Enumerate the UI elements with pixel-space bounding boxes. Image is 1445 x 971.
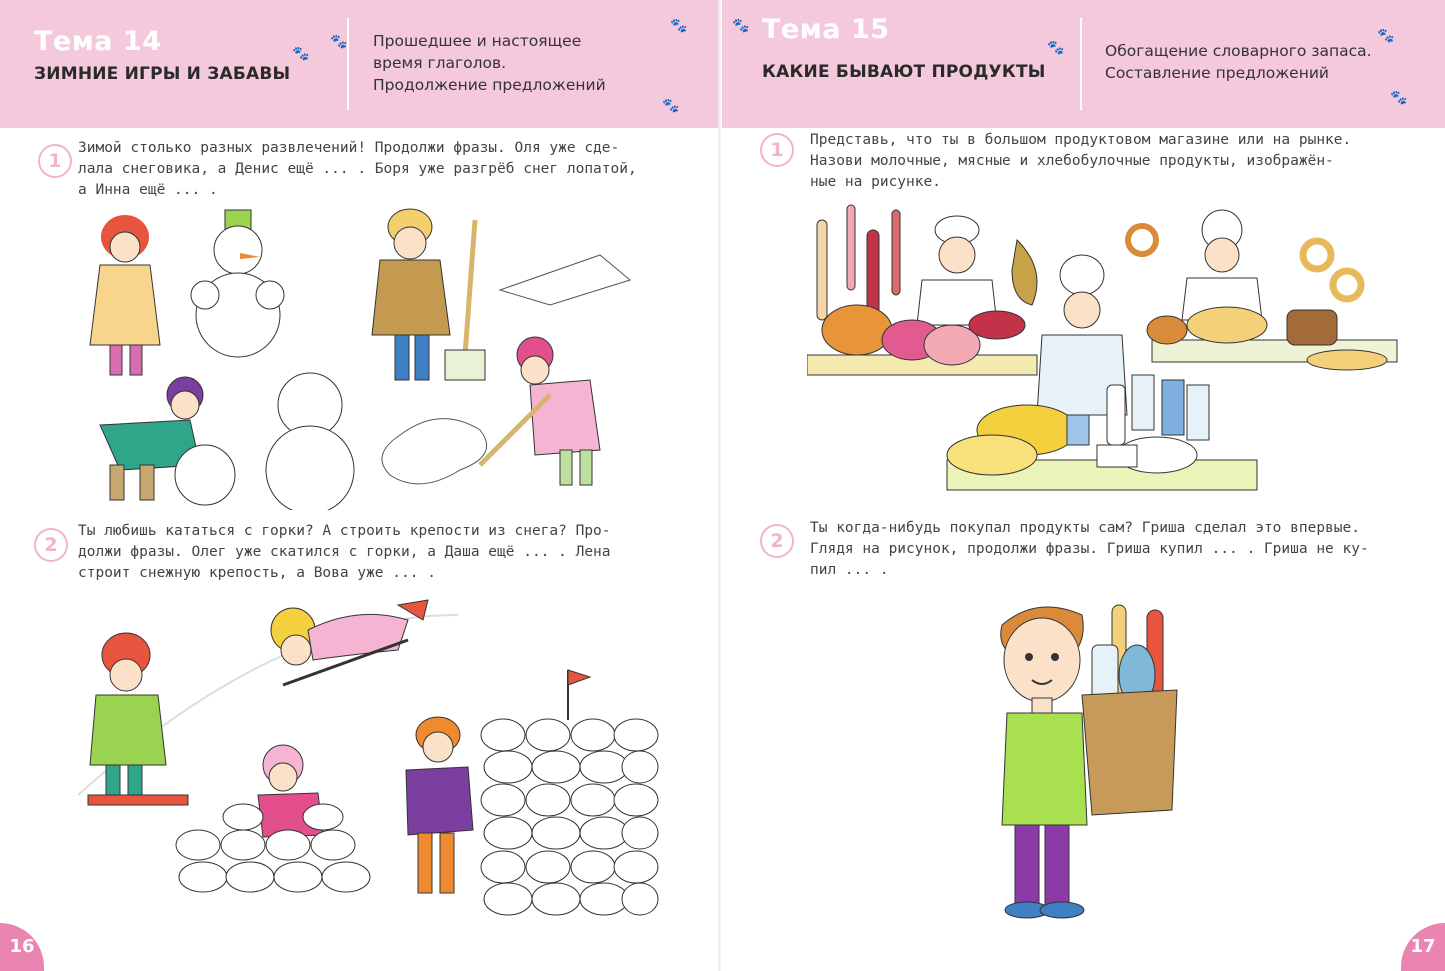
task-number-badge: 2 — [34, 528, 68, 562]
theme-number: Тема 14 — [34, 26, 162, 57]
task-2-text: Ты когда-нибудь покупал продукты сам? Гриша сделал это впервые. Глядя на рисунок, продолжи фразы. Гриша купил ... . Гриша не ку- пил ... . — [810, 520, 1369, 578]
paw-icon: 🐾 — [330, 34, 348, 50]
snowman-base-icon — [266, 373, 354, 510]
paw-icon: 🐾 — [732, 18, 750, 34]
girl-sledding-figure — [271, 600, 428, 685]
header-divider — [1080, 18, 1082, 110]
task-2-text: Ты любишь кататься с горки? А строить крепости из снега? Про- должи фразы. Олег уже скатился с горки, а Даша ещё ... . Лена строит снежную крепость, а Вова уже ... . — [78, 523, 611, 581]
paw-icon: 🐾 — [670, 18, 688, 34]
right-header — [722, 0, 1445, 128]
paw-icon: 🐾 — [662, 98, 680, 114]
grocery-bag-icon — [1082, 605, 1177, 815]
task-number-badge: 1 — [38, 144, 72, 178]
sledding-snow-fort-illustration — [78, 595, 678, 920]
theme-title: ЗИМНИЕ ИГРЫ И ЗАБАВЫ — [34, 64, 291, 84]
paw-icon: 🐾 — [1390, 90, 1408, 106]
task-number-badge: 1 — [760, 133, 794, 167]
page-number: 17 — [1401, 923, 1445, 971]
left-page — [0, 0, 722, 971]
theme-title: КАКИЕ БЫВАЮТ ПРОДУКТЫ — [762, 62, 1046, 82]
boy-figure — [1001, 607, 1087, 918]
task-number-badge: 2 — [760, 524, 794, 558]
girl-figure — [90, 215, 160, 375]
header-divider — [347, 18, 349, 110]
boy-fort-figure — [406, 717, 473, 893]
snowman-icon — [191, 210, 284, 357]
snowman-shoveling-illustration — [80, 205, 690, 510]
boy-snowball-figure — [100, 377, 235, 505]
boy-shovel-figure — [372, 209, 630, 380]
bread-icon — [1128, 226, 1397, 370]
snow-fort-wall — [481, 719, 658, 915]
page-number: 16 — [0, 923, 44, 971]
grocery-market-illustration — [807, 200, 1407, 500]
paw-icon: 🐾 — [1377, 28, 1395, 44]
baker-figure — [1182, 210, 1262, 320]
right-page — [722, 0, 1445, 971]
theme-number: Тема 15 — [762, 14, 890, 45]
butcher-figure — [917, 216, 997, 325]
flag-icon — [568, 670, 590, 720]
left-header — [0, 0, 722, 128]
task-1-text: Представь, что ты в большом продуктовом магазине или на рынке. Назови молочные, мясные и хлебобулочные продукты, изображён- ные на рисунке. — [810, 132, 1352, 190]
theme-goal: Обогащение словарного запаса. Составление предложений — [1105, 42, 1372, 82]
boy-grocery-bag-illustration — [987, 595, 1187, 925]
paw-icon: 🐾 — [1047, 40, 1065, 56]
paw-icon: 🐾 — [292, 46, 310, 62]
task-1-text: Зимой столько разных развлечений! Продолжи фразы. Оля уже сде- лала снеговика, а Денис ещё ... . Боря уже разгрёб снег лопатой, а Инна ещё ... . — [78, 140, 637, 198]
theme-goal: Прошедшее и настоящее время глаголов. Продолжение предложений — [373, 32, 606, 94]
